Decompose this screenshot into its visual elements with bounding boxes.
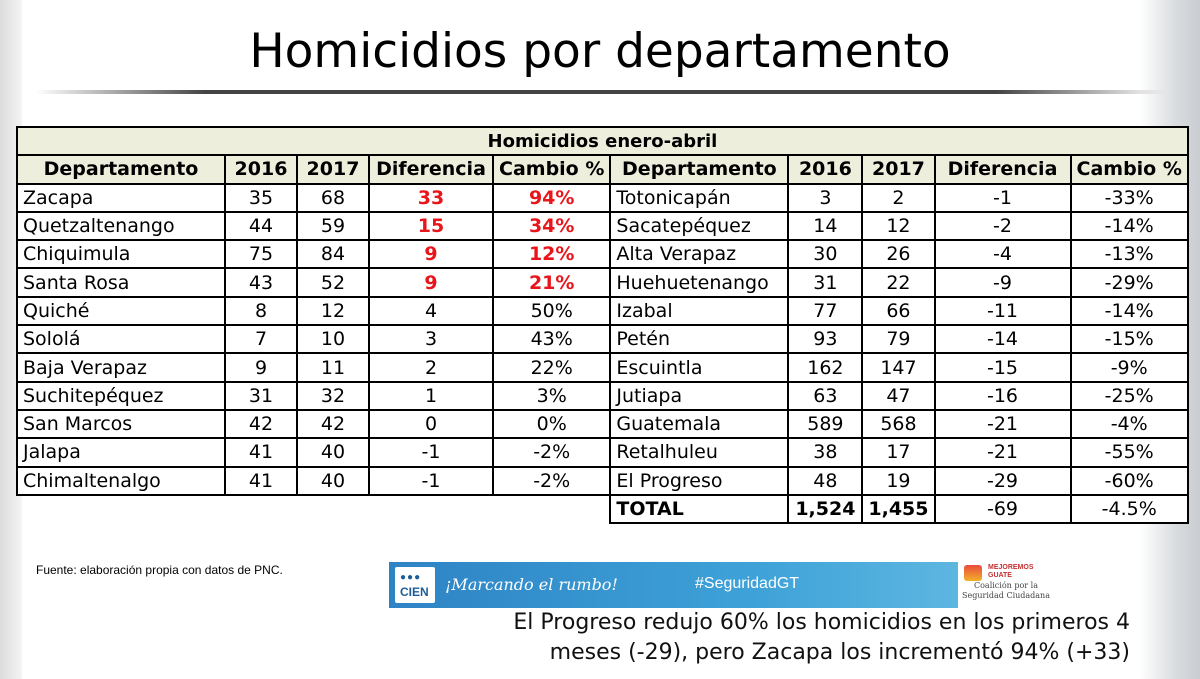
cell-left-y2016: 42 (225, 410, 297, 438)
cell-left-y2017: 10 (297, 325, 369, 353)
cell-right-diff: -1 (935, 184, 1071, 212)
cell-left-y2017: 12 (297, 297, 369, 325)
cell-right-y2017: 12 (862, 212, 934, 240)
cell-left-diff: 33 (369, 184, 493, 212)
cell-left-dep: Baja Verapaz (17, 353, 225, 381)
total-dep: TOTAL (610, 495, 788, 523)
cell-left-diff: 9 (369, 268, 493, 296)
cell-right-y2016: 14 (788, 212, 862, 240)
cell-right-diff: -2 (935, 212, 1071, 240)
cell-right-diff: -9 (935, 268, 1071, 296)
table-row (17, 325, 1188, 353)
header-cambio-left: Cambio % (493, 155, 610, 183)
cell-right-diff: -21 (935, 438, 1071, 466)
cell-right-pct: -13% (1071, 240, 1188, 268)
cell-right-y2017: 17 (862, 438, 934, 466)
cell-left-dep: Quiché (17, 297, 225, 325)
banner-hashtag: #SeguridadGT (695, 575, 800, 592)
cell-left-y2017: 68 (297, 184, 369, 212)
blank-cell (17, 495, 225, 523)
cell-right-y2016: 48 (788, 467, 862, 495)
cell-right-y2017: 79 (862, 325, 934, 353)
cell-left-dep: Santa Rosa (17, 268, 225, 296)
cell-left-pct: 50% (493, 297, 610, 325)
cell-left-y2016: 9 (225, 353, 297, 381)
cell-right-dep: Escuintla (610, 353, 788, 381)
table-header-row (17, 155, 1188, 183)
cell-right-diff: -11 (935, 297, 1071, 325)
table-row (17, 297, 1188, 325)
cell-right-y2016: 31 (788, 268, 862, 296)
cell-left-dep: Chimaltenalgo (17, 467, 225, 495)
cell-right-dep: Jutiapa (610, 382, 788, 410)
cell-left-y2016: 41 (225, 438, 297, 466)
table-row (17, 467, 1188, 495)
total-y2016: 1,524 (788, 495, 862, 523)
cell-right-y2017: 147 (862, 353, 934, 381)
table-row (17, 268, 1188, 296)
cell-left-pct: 12% (493, 240, 610, 268)
cell-left-pct: -2% (493, 467, 610, 495)
cell-right-dep: Totonicapán (610, 184, 788, 212)
cell-left-pct: 43% (493, 325, 610, 353)
cell-right-y2017: 26 (862, 240, 934, 268)
header-departamento-right: Departamento (610, 155, 788, 183)
table-row (17, 382, 1188, 410)
cell-left-y2016: 44 (225, 212, 297, 240)
cell-left-y2016: 35 (225, 184, 297, 212)
cell-right-pct: -15% (1071, 325, 1188, 353)
cell-right-pct: -33% (1071, 184, 1188, 212)
cell-right-y2016: 93 (788, 325, 862, 353)
table-total-row (17, 495, 1188, 523)
cell-left-y2016: 8 (225, 297, 297, 325)
cell-left-diff: -1 (369, 438, 493, 466)
cell-right-y2016: 38 (788, 438, 862, 466)
header-2017-left: 2017 (297, 155, 369, 183)
table-row (17, 240, 1188, 268)
table-caption: Homicidios enero-abril (17, 127, 1188, 155)
header-diferencia-right: Diferencia (935, 155, 1071, 183)
cell-right-pct: -25% (1071, 382, 1188, 410)
table-row (17, 184, 1188, 212)
cell-right-pct: -29% (1071, 268, 1188, 296)
cell-right-diff: -4 (935, 240, 1071, 268)
cell-right-y2017: 568 (862, 410, 934, 438)
banner-slogan: ¡Marcando el rumbo! (445, 575, 618, 594)
cell-left-diff: 2 (369, 353, 493, 381)
header-2017-right: 2017 (862, 155, 934, 183)
homicides-table (16, 126, 1189, 524)
cell-left-dep: Zacapa (17, 184, 225, 212)
cell-right-diff: -29 (935, 467, 1071, 495)
header-departamento-left: Departamento (17, 155, 225, 183)
cell-left-diff: -1 (369, 467, 493, 495)
cell-right-diff: -14 (935, 325, 1071, 353)
cell-left-dep: Suchitepéquez (17, 382, 225, 410)
blank-cell (493, 495, 610, 523)
cell-left-y2016: 31 (225, 382, 297, 410)
cell-left-y2017: 59 (297, 212, 369, 240)
source-note: Fuente: elaboración propia con datos de PNC. (36, 563, 283, 577)
blank-cell (297, 495, 369, 523)
cell-left-y2016: 43 (225, 268, 297, 296)
header-2016-left: 2016 (225, 155, 297, 183)
shield-icon (964, 565, 982, 581)
cell-left-y2017: 84 (297, 240, 369, 268)
cell-right-y2017: 2 (862, 184, 934, 212)
cell-right-y2017: 47 (862, 382, 934, 410)
cell-right-y2017: 66 (862, 297, 934, 325)
cell-left-y2016: 7 (225, 325, 297, 353)
table-row (17, 410, 1188, 438)
cell-left-diff: 15 (369, 212, 493, 240)
table-row (17, 353, 1188, 381)
cell-left-diff: 4 (369, 297, 493, 325)
table-caption-row (17, 127, 1188, 155)
cell-right-dep: Alta Verapaz (610, 240, 788, 268)
total-y2017: 1,455 (862, 495, 934, 523)
cell-left-pct: -2% (493, 438, 610, 466)
partner-top-label: MEJOREMOS GUATE (988, 564, 1034, 579)
header-diferencia-left: Diferencia (369, 155, 493, 183)
cell-left-y2017: 52 (297, 268, 369, 296)
table-row (17, 212, 1188, 240)
total-pct: -4.5% (1071, 495, 1188, 523)
cell-left-y2017: 40 (297, 467, 369, 495)
cell-right-y2017: 22 (862, 268, 934, 296)
cell-right-diff: -15 (935, 353, 1071, 381)
cell-left-dep: Quetzaltenango (17, 212, 225, 240)
cell-right-y2016: 77 (788, 297, 862, 325)
cell-right-dep: Guatemala (610, 410, 788, 438)
cell-right-y2016: 162 (788, 353, 862, 381)
cell-right-pct: -14% (1071, 212, 1188, 240)
blank-cell (369, 495, 493, 523)
cell-right-y2016: 589 (788, 410, 862, 438)
cell-right-dep: Huehuetenango (610, 268, 788, 296)
cell-right-pct: -55% (1071, 438, 1188, 466)
cell-left-pct: 34% (493, 212, 610, 240)
logo-text: CIEN (400, 585, 429, 599)
caption-line-1: El Progreso redujo 60% los homicidios en los primeros 4 (513, 610, 1130, 635)
cell-right-y2016: 63 (788, 382, 862, 410)
cell-left-y2017: 42 (297, 410, 369, 438)
cell-left-y2016: 75 (225, 240, 297, 268)
cell-right-y2016: 3 (788, 184, 862, 212)
cell-right-pct: -4% (1071, 410, 1188, 438)
total-diff: -69 (935, 495, 1071, 523)
cell-right-pct: -9% (1071, 353, 1188, 381)
cell-left-pct: 22% (493, 353, 610, 381)
cell-left-y2017: 32 (297, 382, 369, 410)
cell-right-diff: -16 (935, 382, 1071, 410)
cell-right-pct: -60% (1071, 467, 1188, 495)
cell-left-pct: 3% (493, 382, 610, 410)
cell-left-y2016: 41 (225, 467, 297, 495)
cell-left-pct: 21% (493, 268, 610, 296)
cell-left-dep: Chiquimula (17, 240, 225, 268)
title-divider (36, 90, 1166, 94)
coalition-logo (958, 562, 1053, 608)
header-cambio-right: Cambio % (1071, 155, 1188, 183)
cell-left-diff: 1 (369, 382, 493, 410)
partner-name: Coalición por la Seguridad Ciudadana (962, 581, 1050, 600)
table-row (17, 438, 1188, 466)
cell-left-pct: 0% (493, 410, 610, 438)
cell-right-pct: -14% (1071, 297, 1188, 325)
cell-left-y2017: 11 (297, 353, 369, 381)
logo-dots-icon: ●●● (400, 572, 422, 583)
cell-left-pct: 94% (493, 184, 610, 212)
cell-right-dep: Retalhuleu (610, 438, 788, 466)
slide-caption (513, 608, 1130, 668)
slide-title: Homicidios por departamento (249, 24, 951, 79)
cell-left-diff: 9 (369, 240, 493, 268)
cell-left-diff: 3 (369, 325, 493, 353)
cell-right-dep: Sacatepéquez (610, 212, 788, 240)
cell-right-y2017: 19 (862, 467, 934, 495)
cell-right-dep: Petén (610, 325, 788, 353)
cien-logo (395, 567, 435, 603)
cell-left-y2017: 40 (297, 438, 369, 466)
cell-left-dep: San Marcos (17, 410, 225, 438)
cell-right-dep: El Progreso (610, 467, 788, 495)
caption-line-2: meses (-29), pero Zacapa los incrementó 94% (+33) (549, 640, 1130, 665)
header-2016-right: 2016 (788, 155, 862, 183)
blank-cell (225, 495, 297, 523)
cell-right-diff: -21 (935, 410, 1071, 438)
cell-left-diff: 0 (369, 410, 493, 438)
cell-right-y2016: 30 (788, 240, 862, 268)
cell-left-dep: Sololá (17, 325, 225, 353)
cell-right-dep: Izabal (610, 297, 788, 325)
footer-banner (389, 562, 1053, 608)
cell-left-dep: Jalapa (17, 438, 225, 466)
